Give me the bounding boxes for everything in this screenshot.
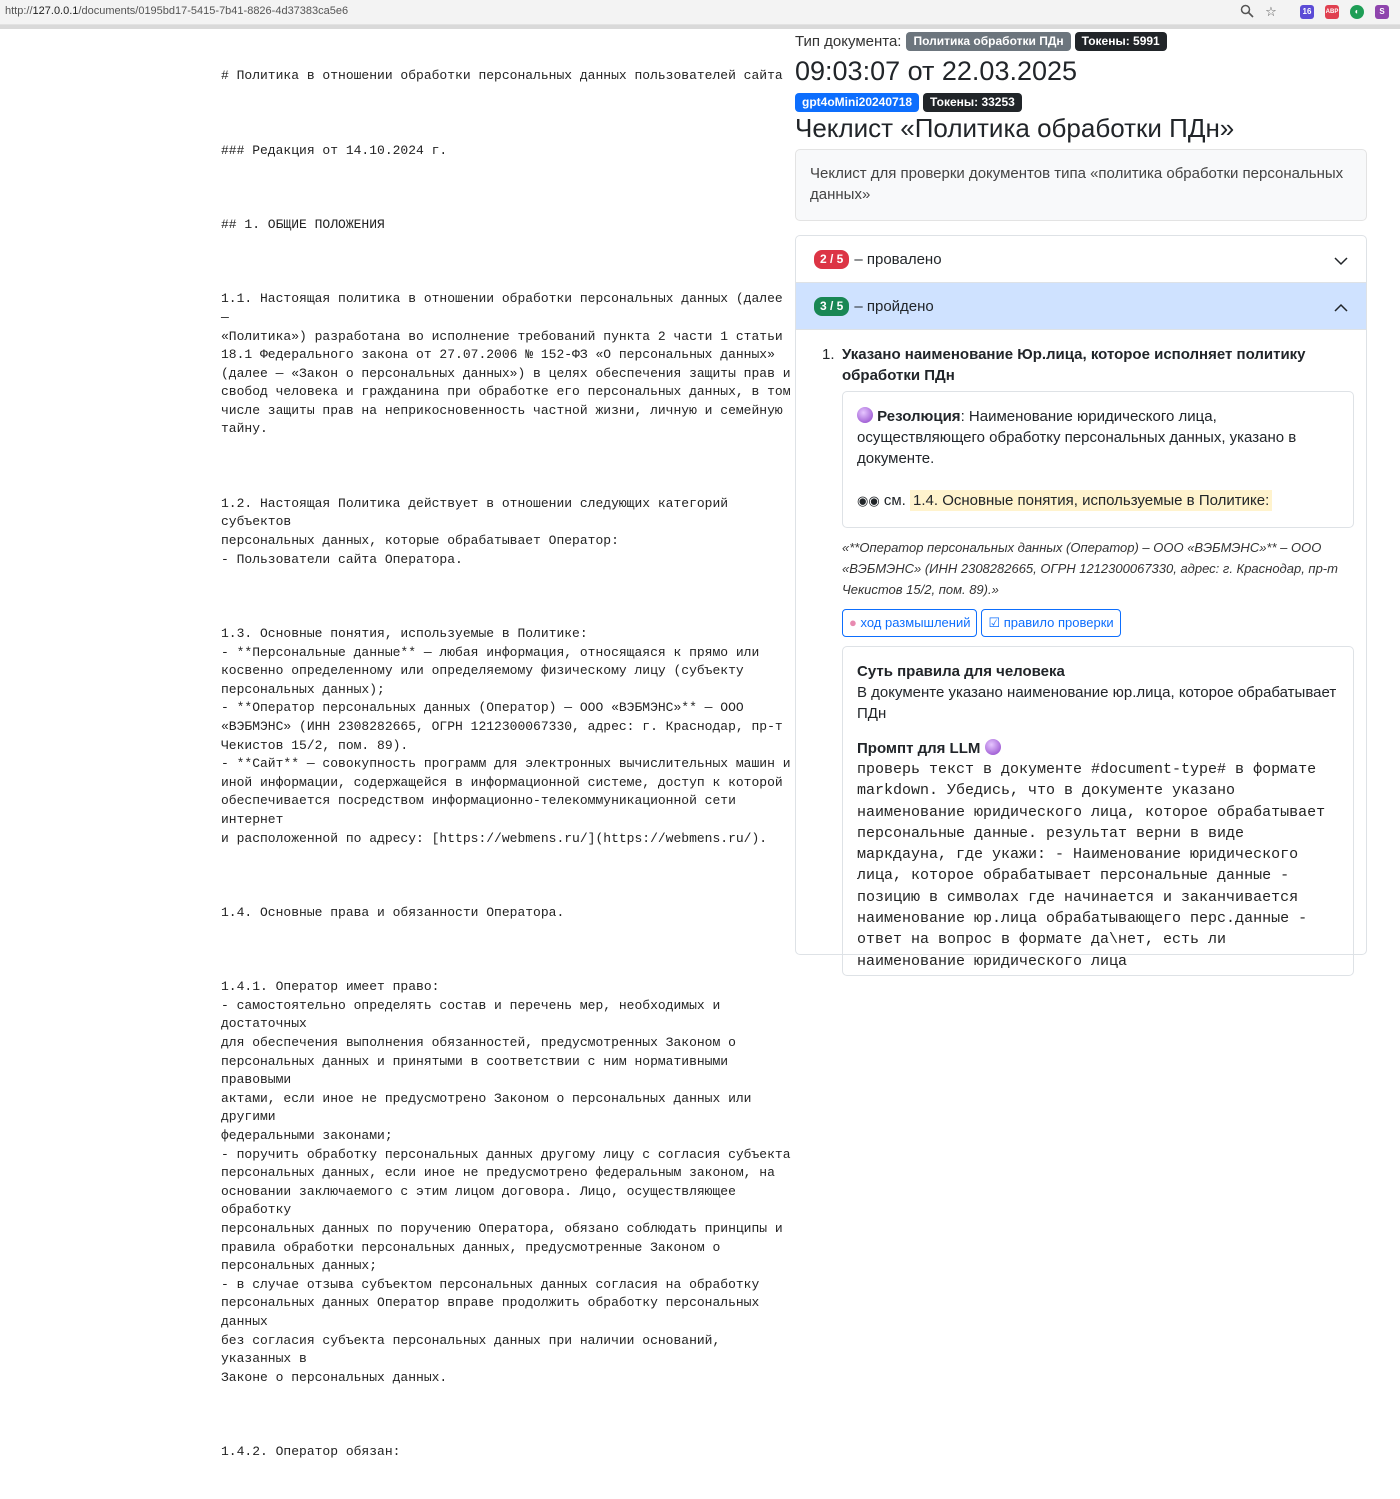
doc-type-label: Тип документа: [795,32,902,50]
crystal-ball-icon [985,739,1001,755]
doc-tokens-badge: Токены: 5991 [1075,32,1167,51]
url-path: /documents/0195bd17-5415-7b41-8826-4d37383ca5e6 [78,5,349,17]
s-extension-icon[interactable]: S [1375,5,1389,19]
bookmark-star-icon[interactable]: ☆ [1265,4,1277,19]
check-results-panel [795,30,1367,970]
passed-count-badge: 3 / 5 [814,297,849,316]
document-text [221,30,793,1499]
checkbox-icon: ☑ [988,615,1001,630]
resolution-reference [857,490,1339,511]
model-row [795,92,1367,112]
rule-card [842,646,1354,976]
checklist-title: Чеклист «Политика обработки ПДн» [795,113,1235,143]
model-tokens-badge: Токены: 33253 [923,93,1022,112]
doc-paragraph: # Политика в отношении обработки персональных данных пользователей сайта [221,68,783,84]
doc-paragraph: 1.4. Основные права и обязанности Оператора. [221,904,565,920]
check-item-title-text: Указано наименование Юр.лица, которое исполняет политику обработки ПДн [842,346,1306,384]
chevron-up-icon [1334,301,1348,315]
url-host: 127.0.0.1 [32,5,79,17]
document-type-row [795,30,1367,52]
rule-llm-heading: Промпт для LLM [857,740,981,757]
evidence-quote: «**Оператор персональных данных (Оператор) – ООО «ВЭБМЭНС»** – ООО «ВЭБМЭНС» (ИНН 2308282665, ОГРН 1212300067330, адрес: г. Краснодар, пр-т Чекистов 15/2, пом. 89).» [842,540,1338,597]
doc-paragraph: 1.4.1. Оператор имеет право: - самостоятельно определять состав и перечень мер, необходимых и достаточных для обеспечения выполнения обязанностей, предусмотренных Законом о персональных данных и принятыми в соответствии с ним нормативными правовыми актами, если иное не предусмотрено Законом о персональных данных или другими федеральными законами; - поручить обработку персональных данных другому лицу с согласия субъекта персональных данных, если иное не предусмотрено федеральным законом, на основании заключаемого с этим лицом договора. Лицо, осуществляющее обработку персональных данных по поручению Оператора, обязано соблюдать принципы и правила обработки персональных данных, предусмотренные Законом о персональных данных; - в случае отзыва субъектом персональных данных согласия на обработку персональных данных Оператор вправе продолжить обработку персональных данных без согласия субъекта персональных данных при наличии оснований, указанных в Законе о персональных данных. [221,979,791,1385]
extension-badge-icon[interactable]: 16 [1300,5,1314,19]
brain-icon: ● [849,615,857,630]
reasoning-button[interactable]: ● ход размышлений [842,609,977,637]
rule-llm-prompt: проверь текст в документе #document-type# в формате markdown. Убедись, что в документе указано наименование юридического лица, которое обрабатывает персональные данные. результат верни в виде маркдауна, где укажи: - Наименование юридического лица, которое обрабатывает персональные данные - позицию в символах где начинается и заканчивается наименование юр.лица обрабатывающего перс.данные - ответ на вопрос в формате да\нет, есть ли наименование юридического лица [857,761,1326,970]
doc-paragraph: 1.4.2. Оператор обязан: [221,1444,401,1460]
check-datetime: 09:03:07 от 22.03.2025 [795,56,1078,86]
rule-human-heading: Суть правила для человека [857,663,1065,680]
check-item-number: 1. [822,346,835,363]
item-actions [842,609,1354,637]
failed-label: – провалено [854,250,942,268]
url-scheme: http:// [5,5,33,17]
model-badge: gpt4oMini20240718 [795,93,919,112]
grammar-extension-icon[interactable]: ◐ [1350,5,1364,19]
check-item-title [822,344,1354,386]
rule-llm-heading-row [857,738,1339,759]
doc-paragraph: ### Редакция от 14.10.2024 г. [221,142,448,158]
failed-section-header[interactable] [796,236,1366,283]
rule-button[interactable]: ☑ правило проверки [981,609,1120,637]
doc-paragraph: 1.2. Настоящая Политика действует в отношении следующих категорий субъектов персональных данных, которые обрабатывает Оператор: - Пользователи сайта Оператора. [221,495,729,567]
checklist-description: Чеклист для проверки документов типа «политика обработки персональных данных» [795,149,1367,221]
failed-count-badge: 2 / 5 [814,250,849,269]
rule-human-text: В документе указано наименование юр.лица, которое обрабатывает ПДн [857,684,1337,722]
results-accordion [795,235,1367,970]
doc-type-badge: Политика обработки ПДн [906,32,1070,51]
resolution-card [842,391,1354,528]
reference-highlight[interactable]: 1.4. Основные понятия, используемые в Политике: [910,490,1272,511]
eyes-icon: ◉◉ [857,493,880,508]
resolution-text: : Наименование юридического лица, осуществляющего обработку персональных данных, указано в документе. [857,408,1297,467]
url-field[interactable] [5,5,348,17]
doc-paragraph: 1.3. Основные понятия, используемые в Политике: - **Персональные данные** — любая информация, относящаяся к прямо или косвенно определенному или определяемому физическому лицу (субъекту персональных данных); - **Оператор персональных данных (Оператор) — ООО «ВЭБМЭНС»** — ООО «ВЭБМЭНС» (ИНН 2308282665, ОГРН 1212300067330, адрес: г. Краснодар, пр-т Чекистов 15/2, пом. 89). - **Сайт** — совокупность программ для электронных вычислительных машин и иной информации, содержащейся в информационной системе, доступ к которой обеспечивается посредством информационно-телекоммуникационной сети интернет и расположенной по адресу: [https://webmens.ru/](https://webmens.ru/). [221,626,791,846]
passed-label: – пройдено [854,297,934,315]
resolution-label: Резолюция [877,408,961,425]
zoom-icon[interactable] [1239,4,1255,20]
passed-section-body [796,330,1366,976]
toolbar-divider [0,25,1400,29]
doc-paragraph: 1.1. Настоящая политика в отношении обработки персональных данных (далее — «Политика») разработана во исполнение требований пункта 2 части 1 статьи 18.1 Федерального закона от 27.07.2006 № 152-ФЗ «О персональных данных» (далее — «Закон о персональных данных») в целях обеспечения защиты прав и свобод человека и гражданина при обработке его персональных данных, в том числе защиты прав на неприкосновенность частной жизни, личную и семейную тайну. [221,291,791,437]
adblock-plus-icon[interactable]: ABP [1325,5,1339,19]
crystal-ball-icon [857,407,873,423]
browser-address-bar [0,0,1400,25]
chevron-down-icon [1334,254,1348,268]
see-label: см. [883,492,906,509]
passed-section-header[interactable] [796,283,1366,330]
doc-paragraph: ## 1. ОБЩИЕ ПОЛОЖЕНИЯ [221,216,385,232]
